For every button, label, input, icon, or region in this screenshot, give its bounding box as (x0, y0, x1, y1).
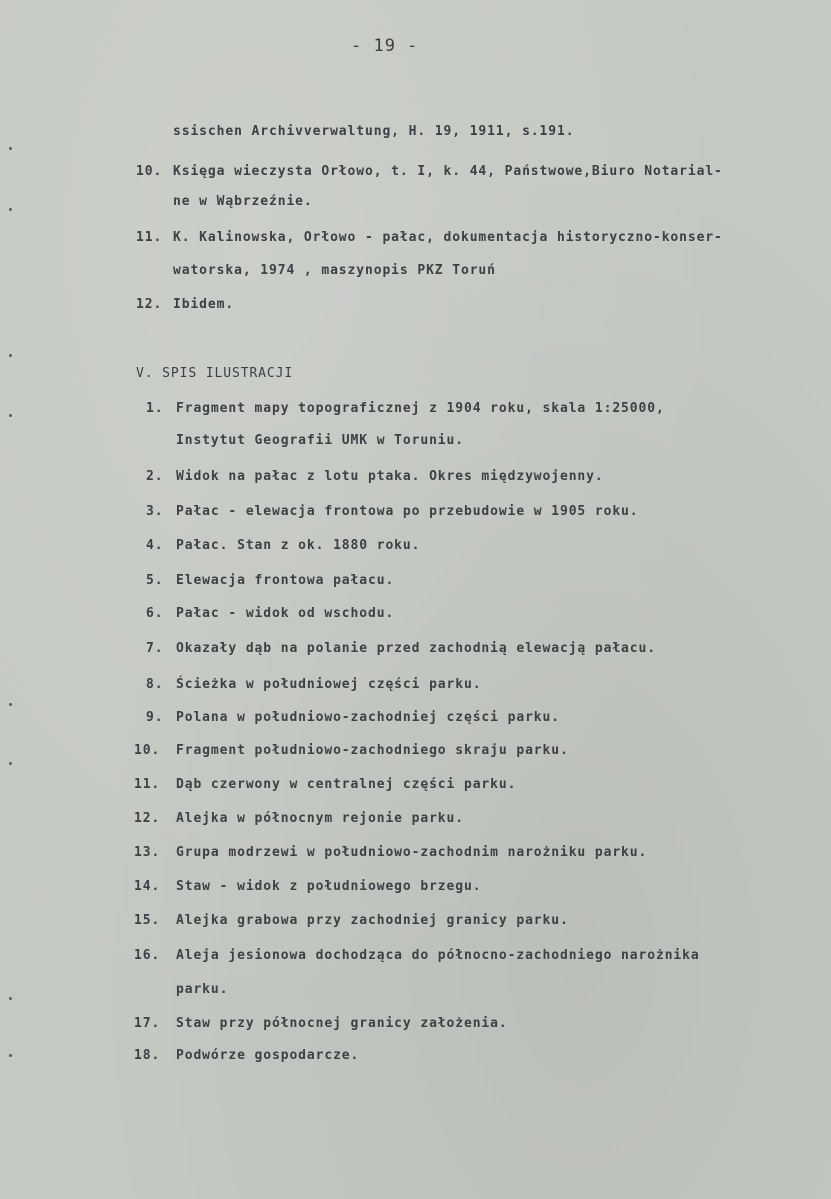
illustration-number: 3. (146, 504, 164, 519)
illustration-text: Okazały dąb na polanie przed zachodnią elewacją pałacu. (176, 641, 656, 656)
illustration-number: 6. (146, 606, 164, 621)
illustration-text: Elewacja frontowa pałacu. (176, 573, 395, 588)
note-10 (136, 164, 723, 180)
margin-mark (9, 354, 12, 357)
illustration-number: 2. (146, 469, 164, 484)
margin-mark (9, 147, 12, 150)
illustration-number: 1. (146, 401, 164, 416)
illustration-text: parku. (176, 982, 229, 997)
note-text: K. Kalinowska, Orłowo - pałac, dokumentacja historyczno-konser- (173, 230, 723, 245)
page-number: - 19 - (351, 36, 419, 56)
illustration-11 (134, 777, 516, 793)
illustration-number: 12. (134, 811, 161, 826)
illustration-13 (134, 845, 647, 861)
margin-mark (9, 414, 12, 417)
illustration-3 (146, 504, 639, 520)
illustration-16-line-2 (176, 982, 228, 998)
illustration-7 (146, 641, 656, 657)
note-12 (136, 297, 234, 313)
note-10-line-2 (173, 194, 313, 210)
note-11-line-2 (173, 263, 496, 279)
illustration-number: 14. (134, 879, 161, 894)
note-continuation (173, 124, 574, 140)
illustration-1-line-2 (176, 433, 464, 449)
illustration-text: Pałac. Stan z ok. 1880 roku. (176, 538, 421, 553)
illustration-text: Alejka w północnym rejonie parku. (176, 811, 464, 826)
illustration-text: Fragment mapy topograficznej z 1904 roku, skala 1:25000, (176, 401, 665, 416)
illustration-14 (134, 879, 481, 895)
illustration-text: Pałac - elewacja frontowa po przebudowie w 1905 roku. (176, 504, 639, 519)
note-text: ssischen Archivverwaltung, H. 19, 1911, s.191. (173, 124, 575, 139)
illustration-1 (146, 401, 665, 417)
illustration-number: 5. (146, 573, 164, 588)
section-heading: V. SPIS ILUSTRACJI (136, 366, 294, 381)
illustration-text: Ścieżka w południowej części parku. (176, 677, 482, 692)
illustration-16 (134, 948, 700, 964)
illustration-5 (146, 573, 394, 589)
note-number: 12. (136, 297, 163, 312)
illustration-text: Fragment południowo-zachodniego skraju parku. (176, 743, 569, 758)
illustration-18 (134, 1048, 359, 1064)
illustration-9 (146, 710, 560, 726)
illustration-number: 9. (146, 710, 164, 725)
illustration-text: Dąb czerwony w centralnej części parku. (176, 777, 517, 792)
illustration-number: 8. (146, 677, 164, 692)
margin-mark (9, 1054, 12, 1057)
note-number: 10. (136, 164, 163, 179)
note-number: 11. (136, 230, 163, 245)
illustration-number: 17. (134, 1016, 161, 1031)
margin-mark (9, 997, 12, 1000)
illustration-text: Aleja jesionowa dochodząca do północno-zachodniego narożnika (176, 948, 700, 963)
illustration-12 (134, 811, 464, 827)
illustration-number: 15. (134, 913, 161, 928)
illustration-text: Pałac - widok od wschodu. (176, 606, 395, 621)
illustration-number: 13. (134, 845, 161, 860)
illustration-number: 7. (146, 641, 164, 656)
illustration-2 (146, 469, 604, 485)
illustration-number: 4. (146, 538, 164, 553)
illustration-number: 11. (134, 777, 161, 792)
note-text: Ibidem. (173, 297, 235, 312)
note-text: watorska, 1974 , maszynopis PKZ Toruń (173, 263, 496, 278)
margin-mark (9, 208, 12, 211)
illustration-text: Staw przy północnej granicy założenia. (176, 1016, 508, 1031)
illustration-text: Podwórze gospodarcze. (176, 1048, 360, 1063)
illustration-text: Polana w południowo-zachodniej części parku. (176, 710, 560, 725)
illustration-text: Grupa modrzewi w południowo-zachodnim narożniku parku. (176, 845, 648, 860)
illustration-text: Alejka grabowa przy zachodniej granicy parku. (176, 913, 569, 928)
illustration-number: 10. (134, 743, 161, 758)
illustration-text: Widok na pałac z lotu ptaka. Okres międzywojenny. (176, 469, 604, 484)
margin-mark (9, 762, 12, 765)
note-text: Księga wieczysta Orłowo, t. I, k. 44, Państwowe,Biuro Notarial- (173, 164, 723, 179)
illustration-17 (134, 1016, 508, 1032)
illustration-text: Staw - widok z południowego brzegu. (176, 879, 482, 894)
illustration-10 (134, 743, 569, 759)
note-11 (136, 230, 723, 246)
illustration-number: 16. (134, 948, 161, 963)
note-text: ne w Wąbrzeźnie. (173, 194, 313, 209)
illustration-4 (146, 538, 420, 554)
illustration-8 (146, 677, 481, 693)
illustration-number: 18. (134, 1048, 161, 1063)
margin-mark (9, 703, 12, 706)
illustration-text: Instytut Geografii UMK w Toruniu. (176, 433, 464, 448)
illustration-6 (146, 606, 394, 622)
illustration-15 (134, 913, 569, 929)
